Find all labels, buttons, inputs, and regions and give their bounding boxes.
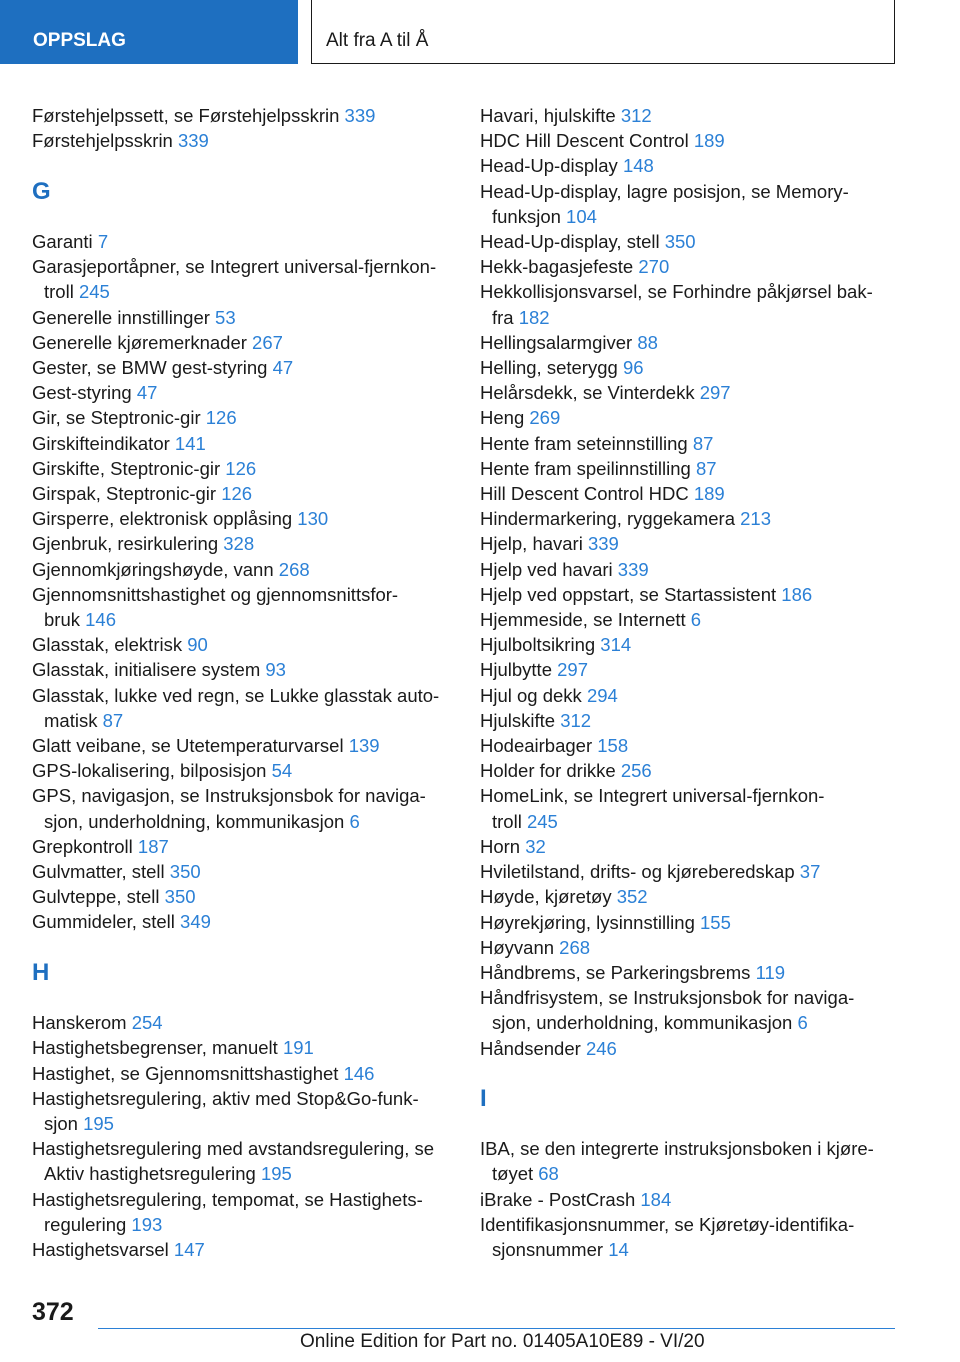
index-entry-text: GPS-lokalisering, bilposisjon bbox=[32, 760, 267, 782]
index-entry bbox=[480, 607, 920, 632]
index-entry-text: Hill Descent Control HDC bbox=[480, 483, 689, 505]
page-link[interactable]: 349 bbox=[180, 911, 211, 933]
index-entry-text: Gulvmatter, stell bbox=[32, 861, 165, 883]
index-entry-text: Glasstak, elektrisk bbox=[32, 634, 183, 656]
index-entry-text: Heng bbox=[480, 407, 525, 429]
page-link[interactable]: 191 bbox=[282, 1037, 314, 1059]
index-entry-text: Håndfrisystem, se Instruksjonsbok for naviga- bbox=[480, 987, 855, 1009]
page-link[interactable]: 32 bbox=[525, 835, 546, 857]
index-entry-text: Hjelp, havari bbox=[480, 533, 583, 555]
page-link[interactable]: 350 bbox=[664, 231, 696, 253]
index-entry-text: Gjennomsnittshastighet og gjennomsnittsfor- bbox=[32, 583, 399, 605]
page-link[interactable]: 186 bbox=[781, 583, 813, 605]
index-entry-text: Head-Up-display, stell bbox=[480, 231, 660, 253]
page-link[interactable]: 352 bbox=[616, 886, 648, 908]
page-link[interactable]: 53 bbox=[215, 306, 236, 328]
index-entry bbox=[480, 582, 920, 607]
page-link[interactable]: 312 bbox=[560, 709, 592, 731]
index-entry bbox=[32, 582, 472, 632]
page-link[interactable]: 130 bbox=[297, 508, 329, 530]
index-entry bbox=[32, 380, 472, 405]
index-entry-text: Gjennomkjøringshøyde, vann bbox=[32, 558, 274, 580]
page-link[interactable]: 146 bbox=[85, 609, 117, 631]
index-entry-text: sjonsnummer bbox=[492, 1239, 604, 1261]
index-entry bbox=[480, 1212, 920, 1262]
index-entry-text: Høyvann bbox=[480, 936, 555, 958]
page-link[interactable]: 155 bbox=[700, 911, 731, 933]
index-entry-text: Hastighetsvarsel bbox=[32, 1239, 169, 1261]
page-link[interactable]: 195 bbox=[260, 1163, 292, 1185]
index-entry-text: Glasstak, lukke ved regn, se Lukke glasstak auto- bbox=[32, 684, 440, 706]
index-entry bbox=[32, 405, 472, 430]
index-entry bbox=[480, 834, 920, 859]
index-entry bbox=[32, 103, 472, 128]
page-link[interactable]: 339 bbox=[587, 533, 619, 555]
index-column-left bbox=[32, 103, 472, 1262]
index-entry-text: Girsperre, elektronisk opplåsing bbox=[32, 508, 293, 530]
index-entry-text: GPS, navigasjon, se Instruksjonsbok for naviga- bbox=[32, 785, 426, 807]
index-entry bbox=[32, 884, 472, 909]
page-link[interactable]: 93 bbox=[265, 659, 286, 681]
index-entry bbox=[480, 985, 920, 1035]
index-entry bbox=[32, 128, 472, 153]
index-entry-text: Hjulbytte bbox=[480, 659, 552, 681]
index-entry bbox=[32, 834, 472, 859]
index-entry bbox=[480, 153, 920, 178]
index-entry bbox=[480, 683, 920, 708]
index-entry-text: Håndsender bbox=[480, 1037, 581, 1059]
index-entry-text: troll bbox=[44, 281, 74, 303]
index-entry bbox=[32, 1035, 472, 1060]
index-entry-text: Hastighetsregulering, tempomat, se Hastighets- bbox=[32, 1188, 423, 1210]
page-link[interactable]: 213 bbox=[740, 508, 772, 530]
index-entry-text: Horn bbox=[480, 835, 521, 857]
index-entry-text: Hindermarkering, ryggekamera bbox=[480, 508, 735, 530]
index-entry bbox=[480, 380, 920, 405]
index-entry-text: Gulvteppe, stell bbox=[32, 886, 160, 908]
index-entry bbox=[32, 733, 472, 758]
index-entry bbox=[480, 128, 920, 153]
index-entry-text: Hastighet, se Gjennomsnittshastighet bbox=[32, 1062, 339, 1084]
index-entry-text: Girskifteindikator bbox=[32, 432, 170, 454]
index-entry bbox=[32, 481, 472, 506]
page-link[interactable]: 14 bbox=[608, 1239, 629, 1261]
index-entry bbox=[32, 783, 472, 833]
index-entry-text: Head-Up-display bbox=[480, 155, 618, 177]
page-link[interactable]: 246 bbox=[585, 1037, 617, 1059]
index-entry-text: Identifikasjonsnummer, se Kjøretøy-identifika- bbox=[480, 1213, 855, 1235]
page-link[interactable]: 314 bbox=[600, 634, 632, 656]
page-link[interactable]: 148 bbox=[622, 155, 654, 177]
page-link[interactable]: 37 bbox=[799, 861, 821, 883]
index-entry-text: sjon bbox=[44, 1113, 78, 1135]
index-entry bbox=[480, 1036, 920, 1061]
index-entry bbox=[480, 279, 920, 329]
index-entry-text: Generelle innstillinger bbox=[32, 306, 210, 328]
index-entry bbox=[480, 431, 920, 456]
index-entry bbox=[32, 531, 472, 556]
index-entry-text: Garasjeportåpner, se Integrert universal-fjernkon- bbox=[32, 256, 437, 278]
index-entry-text: Hjulskifte bbox=[480, 709, 556, 731]
index-entry bbox=[480, 456, 920, 481]
index-entry bbox=[32, 330, 472, 355]
index-entry bbox=[480, 103, 920, 128]
index-entry-text: Hjulboltsikring bbox=[480, 634, 596, 656]
index-entry-text: sjon, underholdning, kommunikasjon bbox=[44, 810, 345, 832]
index-entry-text: Helling, seterygg bbox=[480, 357, 618, 379]
index-entry bbox=[32, 657, 472, 682]
index-entry bbox=[480, 632, 920, 657]
page-link[interactable]: 90 bbox=[187, 634, 208, 656]
page-link[interactable]: 350 bbox=[164, 886, 196, 908]
index-entry bbox=[480, 859, 920, 884]
page-link[interactable]: 87 bbox=[692, 432, 714, 454]
index-entry-text: Head-Up-display, lagre posisjon, se Memory- bbox=[480, 180, 849, 202]
page-link[interactable]: 350 bbox=[169, 861, 201, 883]
index-entry-text: Hekk-bagasjefeste bbox=[480, 256, 634, 278]
index-entry bbox=[32, 1010, 472, 1035]
index-entry bbox=[480, 708, 920, 733]
index-entry-text: Helårsdekk, se Vinterdekk bbox=[480, 382, 695, 404]
page-link[interactable]: 328 bbox=[223, 533, 255, 555]
index-entry bbox=[480, 355, 920, 380]
page-link[interactable]: 126 bbox=[221, 483, 253, 504]
index-letter-heading: I bbox=[480, 1084, 487, 1112]
index-entry bbox=[32, 909, 472, 934]
index-entry-text: Hodeairbager bbox=[480, 735, 593, 757]
index-entry-text: bruk bbox=[44, 609, 80, 631]
footer-divider bbox=[98, 1328, 895, 1329]
index-entry bbox=[32, 431, 472, 456]
index-entry bbox=[480, 910, 920, 935]
index-entry-text: Generelle kjøremerknader bbox=[32, 331, 247, 353]
page-link[interactable]: 268 bbox=[278, 558, 310, 580]
page-link[interactable]: 312 bbox=[620, 105, 652, 126]
index-entry-text: Gir, se Steptronic-gir bbox=[32, 407, 201, 429]
index-entry bbox=[480, 254, 920, 279]
index-entry-text: Hastighetsbegrenser, manuelt bbox=[32, 1037, 278, 1059]
index-entry-text: Glasstak, initialisere system bbox=[32, 659, 261, 681]
index-entry bbox=[480, 229, 920, 254]
index-entry bbox=[480, 935, 920, 960]
page-link[interactable]: 187 bbox=[137, 835, 169, 857]
page-link[interactable]: 269 bbox=[529, 407, 561, 429]
index-entry-text: sjon, underholdning, kommunikasjon bbox=[492, 1012, 793, 1034]
index-entry-text: Holder for drikke bbox=[480, 760, 616, 782]
index-entry-text: Grepkontroll bbox=[32, 835, 133, 857]
index-entry-text: regulering bbox=[44, 1213, 127, 1235]
page-link[interactable]: 256 bbox=[620, 760, 652, 782]
page-link[interactable]: 245 bbox=[526, 810, 558, 832]
page-link[interactable]: 146 bbox=[343, 1062, 375, 1084]
index-entry bbox=[480, 884, 920, 909]
index-entry bbox=[32, 1136, 472, 1186]
index-entry bbox=[32, 355, 472, 380]
edition-text: Online Edition for Part no. 01405A10E89 - VI/20 bbox=[300, 1331, 705, 1352]
index-entry-text: Gummideler, stell bbox=[32, 911, 175, 933]
index-entry-text: Høyde, kjøretøy bbox=[480, 886, 612, 908]
page-link[interactable]: 54 bbox=[271, 760, 293, 782]
index-entry-text: Hjul og dekk bbox=[480, 684, 582, 706]
page-link[interactable]: 158 bbox=[597, 735, 629, 757]
index-entry-text: Hente fram seteinnstilling bbox=[480, 432, 688, 454]
index-entry bbox=[480, 557, 920, 582]
page-link[interactable]: 182 bbox=[518, 306, 550, 328]
index-entry-text: HomeLink, se Integrert universal-fjernkon- bbox=[480, 785, 825, 807]
index-entry bbox=[480, 531, 920, 556]
index-entry-text: Hellingsalarmgiver bbox=[480, 331, 633, 353]
index-entry-text: Førstehjelpsskrin bbox=[32, 130, 173, 152]
index-entry-text: Garanti bbox=[32, 230, 93, 252]
page-link[interactable]: 87 bbox=[102, 709, 124, 731]
index-entry-text: Hastighetsregulering, aktiv med Stop&Go-funk- bbox=[32, 1087, 419, 1109]
index-entry-text: Håndbrems, se Parkeringsbrems bbox=[480, 961, 751, 983]
index-entry bbox=[32, 1061, 472, 1086]
index-entry bbox=[32, 683, 472, 733]
page-link[interactable]: 339 bbox=[177, 130, 209, 152]
index-entry-text: Hviletilstand, drifts- og kjøreberedskap bbox=[480, 861, 795, 883]
index-entry-text: Hente fram speilinnstilling bbox=[480, 457, 691, 479]
index-entry-text: funksjon bbox=[492, 205, 561, 227]
index-entry-text: Høyrekjøring, lysinnstilling bbox=[480, 911, 695, 933]
index-entry bbox=[32, 632, 472, 657]
page-link[interactable]: 126 bbox=[205, 407, 237, 429]
page-link[interactable]: 297 bbox=[699, 382, 731, 404]
index-entry bbox=[480, 733, 920, 758]
index-entry-text: HDC Hill Descent Control bbox=[480, 130, 689, 152]
index-entry-text: Gest-styring bbox=[32, 382, 132, 404]
page-link[interactable]: 6 bbox=[690, 609, 702, 631]
page-link[interactable]: 119 bbox=[755, 961, 786, 983]
index-entry bbox=[32, 1187, 472, 1237]
index-letter-heading: H bbox=[32, 958, 50, 986]
page-link[interactable]: 139 bbox=[348, 735, 380, 757]
index-entry-text: Førstehjelpssett, se Førstehjelpsskrin bbox=[32, 105, 340, 126]
page-link[interactable]: 141 bbox=[174, 432, 206, 454]
page-link[interactable]: 47 bbox=[272, 356, 294, 378]
section-tab[interactable]: OPPSLAG bbox=[0, 0, 298, 64]
index-entry bbox=[480, 1187, 920, 1212]
index-entry-text: Aktiv hastighetsregulering bbox=[44, 1163, 256, 1185]
page-link[interactable]: 254 bbox=[131, 1012, 163, 1034]
index-entry-text: Gester, se BMW gest-styring bbox=[32, 356, 268, 378]
page-link[interactable]: 339 bbox=[344, 105, 376, 126]
page-title: Alt fra A til Å bbox=[311, 0, 895, 64]
page-link[interactable]: 339 bbox=[617, 558, 649, 580]
index-entry bbox=[480, 783, 920, 833]
index-entry bbox=[32, 1086, 472, 1136]
index-entry-text: Gjenbruk, resirkulering bbox=[32, 533, 219, 555]
index-entry bbox=[480, 657, 920, 682]
index-entry bbox=[32, 506, 472, 531]
index-entry-text: troll bbox=[492, 810, 522, 832]
index-entry bbox=[32, 254, 472, 304]
index-entry-text: matisk bbox=[44, 709, 98, 731]
index-entry bbox=[32, 456, 472, 481]
index-entry bbox=[32, 305, 472, 330]
index-entry bbox=[480, 179, 920, 229]
page-link[interactable]: 147 bbox=[173, 1239, 205, 1261]
index-entry-text: Havari, hjulskifte bbox=[480, 105, 616, 126]
page-link[interactable]: 47 bbox=[136, 382, 158, 404]
index-entry-text: Hanskerom bbox=[32, 1012, 127, 1034]
page-link[interactable]: 267 bbox=[252, 331, 283, 353]
page-link[interactable]: 87 bbox=[695, 457, 717, 479]
page-link[interactable]: 189 bbox=[693, 130, 725, 152]
index-entry-text: iBrake - PostCrash bbox=[480, 1188, 636, 1210]
page-link[interactable]: 195 bbox=[83, 1113, 114, 1135]
index-letter-heading: G bbox=[32, 177, 51, 205]
page-link[interactable]: 297 bbox=[557, 659, 588, 681]
page-link[interactable]: 126 bbox=[225, 457, 257, 479]
index-entry bbox=[32, 557, 472, 582]
index-entry-text: Hjemmeside, se Internett bbox=[480, 609, 686, 631]
page-link[interactable]: 193 bbox=[131, 1213, 163, 1235]
index-entry-text: Girskifte, Steptronic-gir bbox=[32, 457, 221, 479]
page-link[interactable]: 6 bbox=[797, 1012, 808, 1034]
index-entry bbox=[480, 481, 920, 506]
index-entry-text: Glatt veibane, se Utetemperaturvarsel bbox=[32, 735, 344, 757]
page-link[interactable]: 88 bbox=[637, 331, 658, 353]
index-entry bbox=[32, 229, 472, 254]
index-entry-text: Hastighetsregulering med avstandsregulering, se bbox=[32, 1138, 435, 1160]
index-entry bbox=[480, 506, 920, 531]
page-link[interactable]: 270 bbox=[638, 256, 670, 278]
index-entry bbox=[480, 758, 920, 783]
index-entry-text: Hjelp ved oppstart, se Startassistent bbox=[480, 583, 777, 605]
page-link[interactable]: 268 bbox=[559, 936, 591, 958]
index-entry bbox=[32, 859, 472, 884]
page-link[interactable]: 245 bbox=[78, 281, 110, 303]
page-link[interactable]: 104 bbox=[566, 205, 597, 227]
page-link[interactable]: 189 bbox=[693, 483, 725, 505]
index-entry bbox=[480, 960, 920, 985]
index-entry bbox=[480, 330, 920, 355]
page-link[interactable]: 184 bbox=[640, 1188, 672, 1210]
index-entry bbox=[480, 405, 920, 430]
index-entry bbox=[480, 1136, 920, 1186]
index-entry-text: Girspak, Steptronic-gir bbox=[32, 483, 217, 504]
index-entry bbox=[32, 758, 472, 783]
page-link[interactable]: 96 bbox=[622, 357, 644, 379]
index-entry-text: fra bbox=[492, 306, 514, 328]
index-entry bbox=[32, 1237, 472, 1262]
page-link[interactable]: 68 bbox=[538, 1163, 559, 1185]
page-link[interactable]: 6 bbox=[349, 810, 360, 832]
index-entry-text: IBA, se den integrerte instruksjonsboken i kjøre- bbox=[480, 1138, 874, 1160]
page-number: 372 bbox=[32, 1298, 74, 1326]
index-column-right bbox=[480, 103, 920, 1262]
index-entry-text: tøyet bbox=[492, 1163, 534, 1185]
index-entry-text: Hjelp ved havari bbox=[480, 558, 613, 580]
page-link[interactable]: 294 bbox=[586, 684, 618, 706]
page-link[interactable]: 7 bbox=[97, 230, 109, 252]
index-entry-text: Hekkollisjonsvarsel, se Forhindre påkjørsel bak- bbox=[480, 281, 873, 303]
